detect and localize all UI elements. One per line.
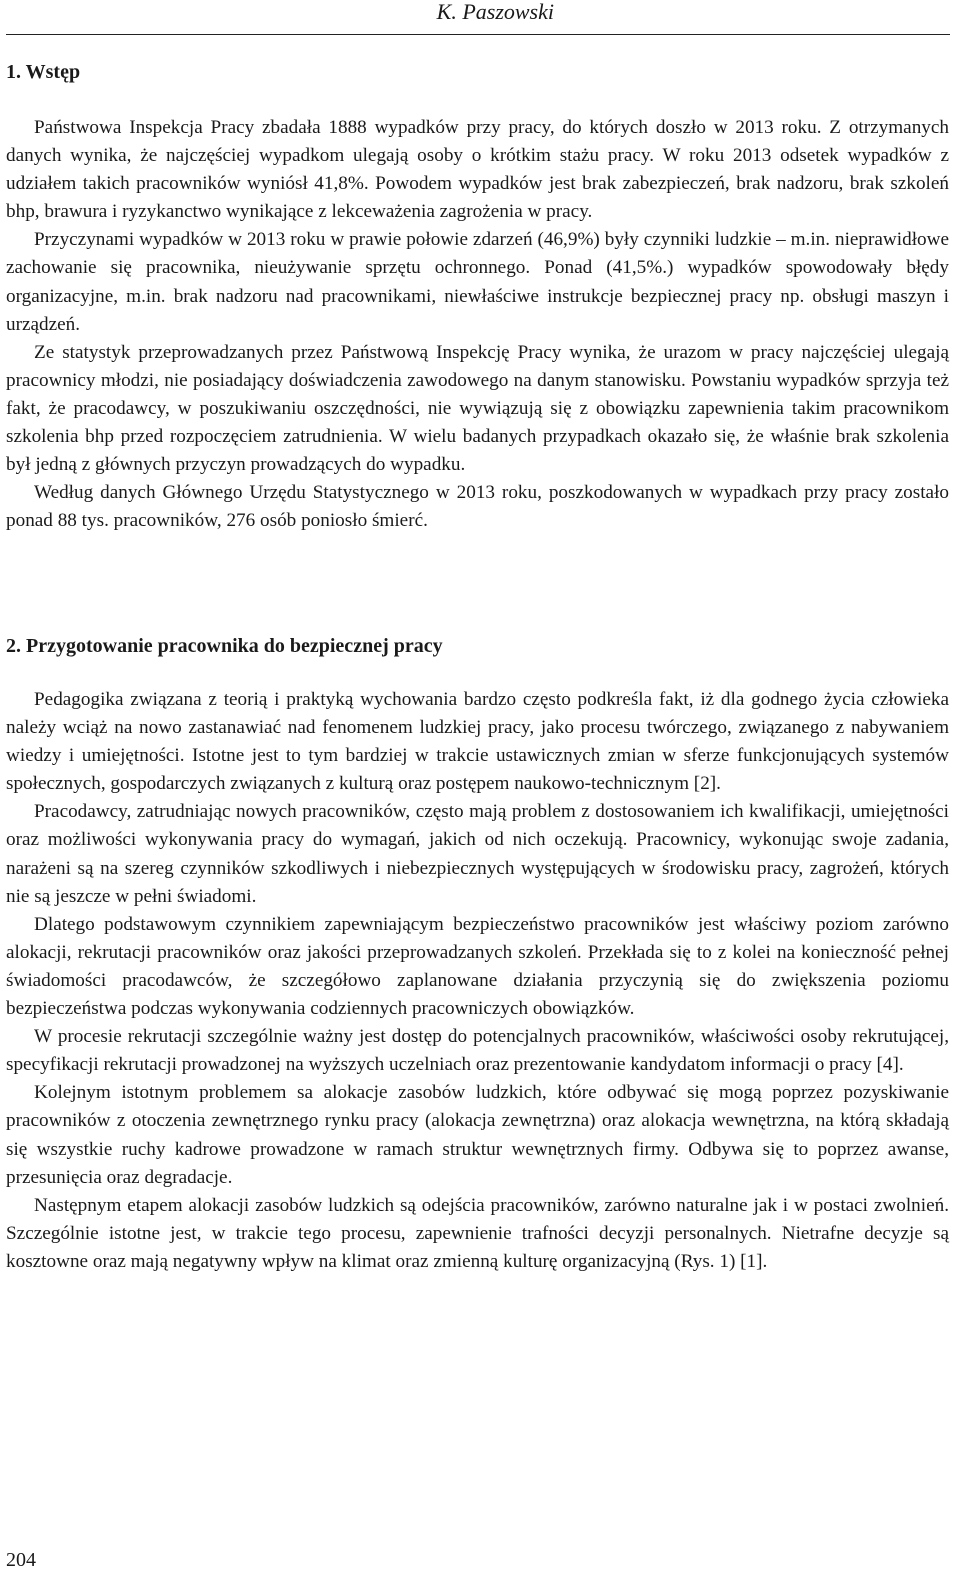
section-introduction-body [6, 114, 949, 535]
paragraph: Pedagogika związana z teorią i praktyką wychowania bardzo często podkreśla fakt, iż dla godnego życia człowieka należy wciąż na nowo zastanawiać nad fenomenem ludzkiej pracy, jako procesu twórczego, związanego z nabywaniem wiedzy i umiejętności. Istotne jest to tym bardziej w trakcie ustawicznych zmian w sferze funkcjonujących systemów społecznych, gospodarczych związanych z kulturą oraz postępem naukowo-technicznym [2]. [6, 689, 949, 795]
paragraph: Przyczynami wypadków w 2013 roku w prawie połowie zdarzeń (46,9%) były czynniki ludzkie – m.in. nieprawidłowe zachowanie się pracownika, nieużywanie sprzętu ochronnego. Ponad (41,5%.) wypadków spowodowały błędy organizacyjne, m.in. brak nadzoru nad pracownikami, niewłaściwe instrukcje bezpiecznej pracy np. obsługi maszyn i urządzeń. [6, 229, 949, 335]
section-worker-preparation-body [6, 686, 949, 1276]
paragraph: Według danych Głównego Urzędu Statystycznego w 2013 roku, poszkodowanych w wypadkach przy pracy zostało ponad 88 tys. pracowników, 276 osób poniosło śmierć. [6, 482, 949, 532]
section-heading-worker-preparation: 2. Przygotowanie pracownika do bezpiecznej pracy [6, 635, 443, 657]
paragraph: Państwowa Inspekcja Pracy zbadała 1888 wypadków przy pracy, do których doszło w 2013 roku. Z otrzymanych danych wynika, że najczęściej wypadkom ulegają osoby o krótkim stażu pracy. W roku 2013 odsetek wypadków z udziałem takich pracowników wyniósł 41,8%. Powodem wypadków jest brak zabezpieczeń, brak nadzoru, brak szkoleń bhp, brawura i ryzykanctwo wynikające z lekceważenia zagrożenia w pracy. [6, 117, 949, 223]
paragraph: Następnym etapem alokacji zasobów ludzkich są odejścia pracowników, zarówno naturalne jak i w postaci zwolnień. Szczególnie istotne jest, w trakcie tego procesu, zapewnienie trafności decyzji personalnych. Nietrafne decyzje są kosztowne oraz mają negatywny wpływ na klimat oraz zmienną kulturę organizacyjną (Rys. 1) [1]. [6, 1194, 949, 1272]
paragraph: Ze statystyk przeprowadzanych przez Państwową Inspekcję Pracy wynika, że urazom w pracy najczęściej ulegają pracownicy młodzi, nie posiadający doświadczenia zawodowego na danym stanowisku. Powstaniu wypadków sprzyja też fakt, że pracodawcy, w poszukiwaniu oszczędności, nie wywiązują się z obowiązku zapewnienia takim pracownikom szkolenia bhp przed rozpoczęciem zatrudnienia. W wielu badanych przypadkach okazało się, że właśnie brak szkolenia był jedną z głównych przyczyn prowadzących do wypadku. [6, 341, 949, 476]
running-header-author: K. Paszowski [436, 0, 554, 24]
section-heading-introduction: 1. Wstęp [6, 61, 81, 83]
paragraph: Kolejnym istotnym problemem sa alokacje zasobów ludzkich, które odbywać się mogą poprzez pozyskiwanie pracowników z otoczenia zewnętrznego rynku pracy (alokacja zewnętrzna) oraz alokacja wewnętrzna, na którą składają się wszystkie ruchy kadrowe prowadzone w ramach struktur wewnętrznych firmy. Odbywa się to poprzez awanse, przesunięcia oraz degradacje. [6, 1082, 949, 1188]
page-number: 204 [6, 1549, 36, 1571]
paragraph: Dlatego podstawowym czynnikiem zapewniającym bezpieczeństwo pracowników jest właściwy poziom zarówno alokacji, rekrutacji pracowników oraz jakości przeprowadzanych szkoleń. Przekłada się to z kolei na konieczność pełnej świadomości pracodawców, że szczegółowo zaplanowane działania przyczynią się do zwiększenia poziomu bezpieczeństwa podczas wykonywania codziennych pracowniczych obowiązków. [6, 913, 949, 1020]
paragraph: W procesie rekrutacji szczególnie ważny jest dostęp do potencjalnych pracowników, właściwości osoby rekrutującej, specyfikacji rekrutacji prowadzonej na wyższych uczelniach oraz prezentowanie kandydatom informacji o pracy [4]. [6, 1026, 949, 1076]
running-header [6, 0, 950, 35]
paragraph: Pracodawcy, zatrudniając nowych pracowników, często mają problem z dostosowaniem ich kwalifikacji, umiejętności oraz możliwości wykonywania pracy do wymagań, jakich od nich oczekują. Pracownicy, wykonując swoje zadania, narażeni są na szereg czynników szkodliwych i niebezpiecznych występujących w środowisku pracy, zagrożeń, których nie są jeszcze w pełni świadomi. [6, 801, 949, 907]
